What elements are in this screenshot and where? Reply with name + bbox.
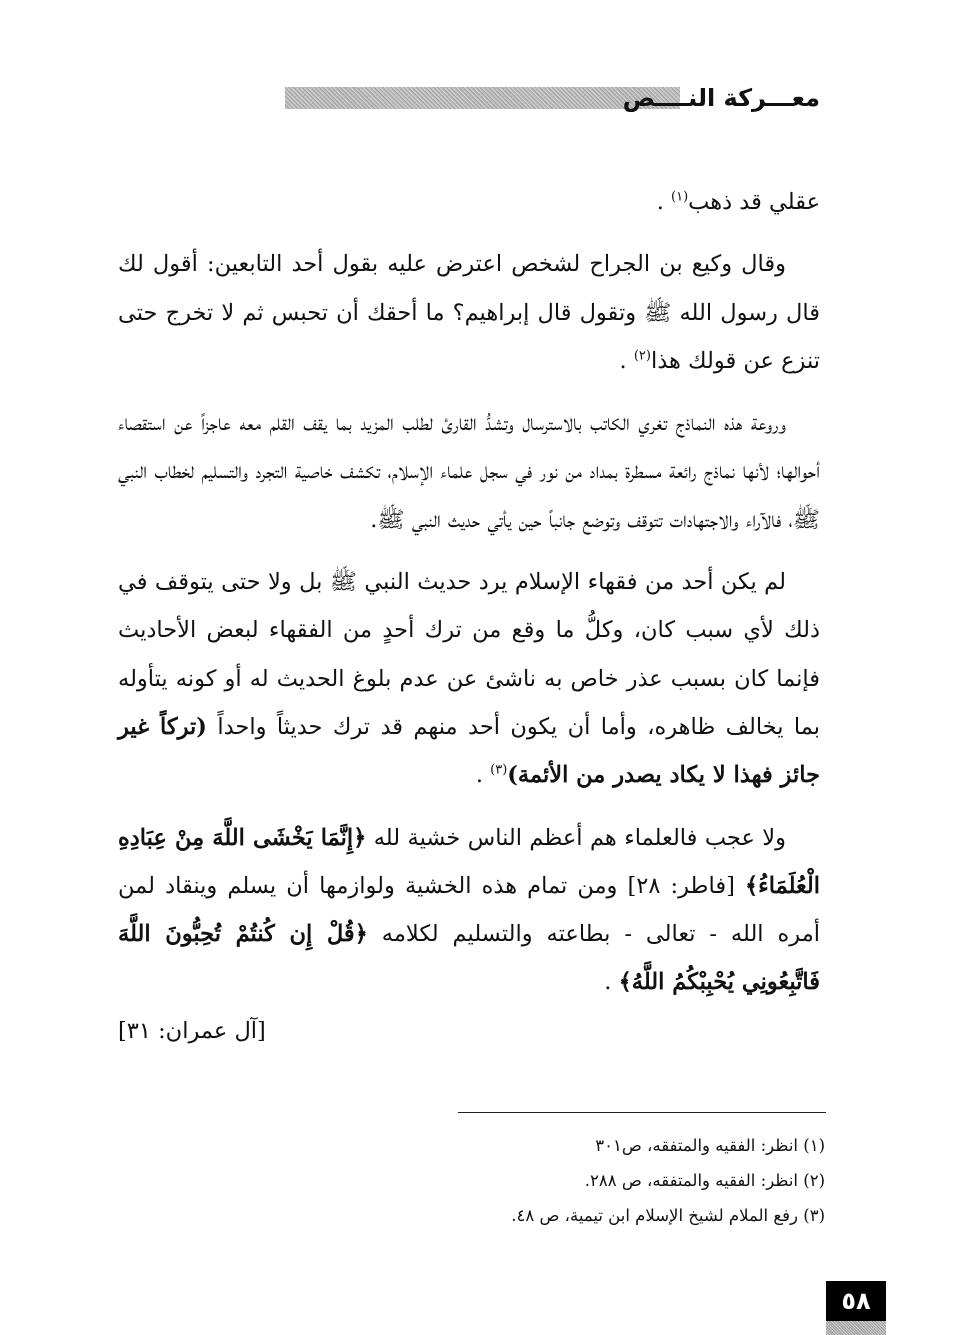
footnote-ref-1[interactable]: (١) (671, 189, 689, 205)
page-number-decorative-band (826, 1321, 886, 1335)
quran-verse-1: ﴿إِنَّمَا يَخْشَى اللَّهَ مِنْ عِبَادِهِ الْعُلَمَاءُ﴾ (118, 824, 821, 899)
footnote-separator (458, 1112, 826, 1113)
paragraph-1-end: . (656, 189, 664, 215)
paragraph-3 (118, 399, 820, 544)
header-title: معـــركة النــــص (622, 84, 820, 112)
paragraph-1-text: عقلي قد ذهب (688, 189, 820, 215)
running-header (120, 80, 820, 120)
paragraph-5-end: . (604, 969, 612, 996)
paragraph-4 (118, 558, 820, 799)
footnote-ref-3[interactable]: (٣) (490, 762, 508, 778)
footnotes (265, 1128, 825, 1233)
paragraph-5-text-b: ومن تمام هذه الخشية ولوازمها أن يسلم وينقاد لمن أمره الله - تعالى - بطاعته والتسليم لكلامه (118, 872, 820, 948)
header-decorative-band (285, 87, 680, 109)
paragraph-5-text-a: ولا عجب فالعلماء هم أعظم الناس خشية لله (373, 824, 787, 851)
paragraph-2 (118, 240, 820, 385)
paragraph-2-end: . (619, 347, 627, 374)
paragraph-5 (118, 814, 820, 1007)
quoted-bold-text: (تركاً غير جائز فهذا لا يكاد يصدر من الأئمة) (118, 713, 820, 789)
footnote-ref-2[interactable]: (٢) (633, 348, 651, 364)
footnote-3: (٣) رفع الملام لشيخ الإسلام ابن تيمية، ص ٤٨. (511, 1206, 825, 1225)
page-number: ٥٨ (826, 1281, 886, 1321)
paragraph-4-text: لم يكن أحد من فقهاء الإسلام يرد حديث النبي ﷺ بل ولا حتى يتوقف في ذلك لأي سبب كان، وكلُّ ما وقع من ترك أحدٍ من الفقهاء لبعض الأحاديث فإنما كان بسبب عذر خاص به ناشئ عن عدم بلوغ الحديث له أو كونه يتأوله بما يخالف ظاهره، وأما أن يكون أحد منهم قد ترك حديثاً واحداً (118, 569, 820, 740)
verse-reference-2: [آل عمران: ٣١] (118, 1017, 266, 1044)
verse-reference-1: [فاطر: ٢٨] (627, 872, 735, 899)
quran-verse-2: ﴿قُلْ إِن كُنتُمْ تُحِبُّونَ اللَّهَ فَاتَّبِعُونِي يُحْبِبْكُمُ اللَّهُ﴾ (118, 921, 820, 996)
paragraph-4-end: . (475, 762, 483, 789)
main-text (118, 178, 820, 1055)
footnote-1: (١) انظر: الفقيه والمتفقه، ص٣٠١ (595, 1136, 825, 1155)
paragraph-1 (118, 178, 820, 226)
footnote-2: (٢) انظر: الفقيه والمتفقه، ص ٢٨٨. (584, 1171, 825, 1190)
paragraph-2-text: وقال وكيع بن الجراح لشخص اعترض عليه بقول أحد التابعين: أقول لك قال رسول الله ﷺ وتقول قال إبراهيم؟ ما أحقك أن تحبس ثم لا تخرج حتى تنزع عن قولك هذا (118, 251, 820, 374)
paragraph-3-text: وروعة هذه النماذج تغري الكاتب بالاسترسال وتشدُّ القارئ لطلب المزيد بما يقف القلم معه عاجزاً عن استقصاء أحوالها؛ لأنها نماذج رائعة مسطرة بمداد من نور في سجل علماء الإسلام، تكشف خاصية التجرد والتسليم لخطاب النبي ﷺ، فالآراء والاجتهادات تتوقف وتوضع جانباً حين يأتي حديث النبي ﷺ. (118, 410, 820, 533)
